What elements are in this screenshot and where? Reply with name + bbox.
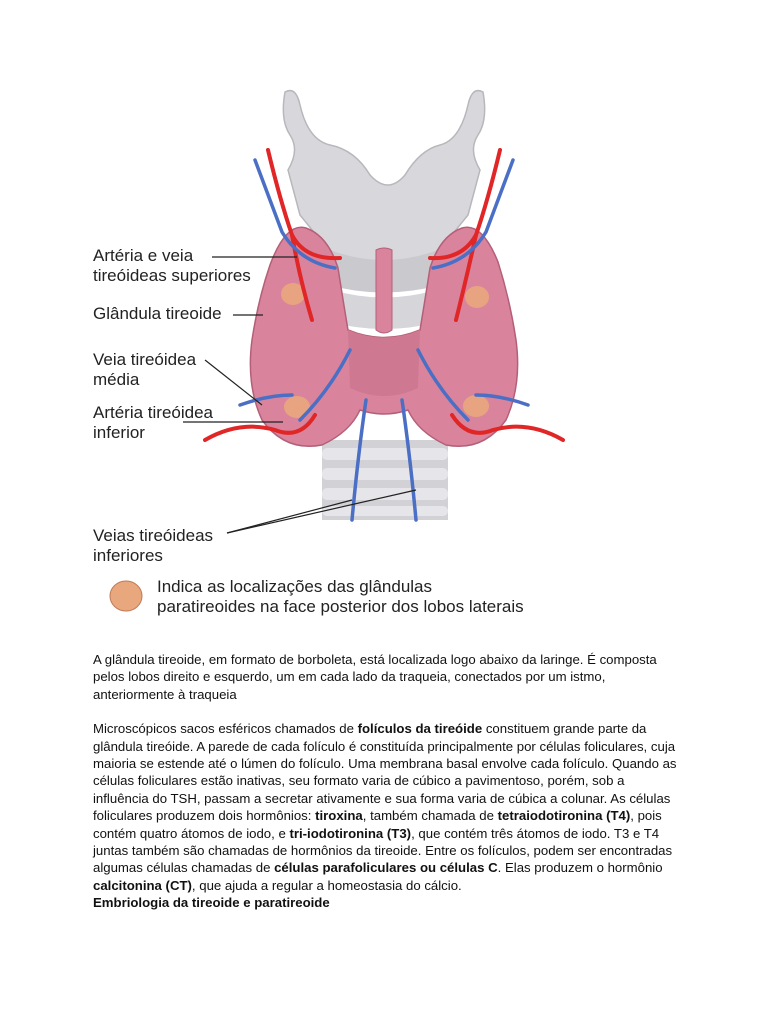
- body-text: [93, 651, 683, 912]
- legend-line: Indica as localizações das glândulas: [157, 577, 433, 596]
- label-line: Veia tireóidea: [93, 350, 197, 369]
- paragraph-follicles: [93, 720, 683, 894]
- label-line: inferiores: [93, 546, 163, 565]
- label-inferior-thyroid-artery: [93, 403, 213, 443]
- label-line: média: [93, 370, 140, 389]
- text-run: Microscópicos sacos esféricos chamados de: [93, 721, 358, 737]
- trachea: [322, 440, 448, 520]
- text-run: , que ajuda a regular a homeostasia do cálcio.: [191, 877, 462, 893]
- text-run: , pois contém quatro átomos de iodo, e: [93, 808, 662, 841]
- label-line: inferior: [93, 423, 145, 442]
- bold-term: tri-iodotironina (T3): [289, 825, 412, 841]
- label-inferior-thyroid-veins: [93, 526, 213, 566]
- text-run: constituem grande parte da glândula tireóide. A parede de cada folículo é constituída principalmente por células foliculares, cuja maioria se estende até o lúmen do folículo. Uma membrana basal envolve cada folículo. Quando as células foliculares estão inativas, seu formato varia de cúbico a pavimentoso, porém, sob a influência do TSH, passam a secretar ativamente e sua forma varia de cúbica a colunar. As células foliculares produzem dois hormônios:: [93, 721, 677, 824]
- text-run: , que contém três átomos de iodo. T3 e T4 juntas também são chamadas de hormônios da tireoide. Entre os folículos, podem ser encontradas algumas células chamadas de: [93, 825, 673, 876]
- text-run: . Elas produzem o hormônio: [497, 860, 663, 876]
- label-line: Glândula tireoide: [93, 304, 222, 323]
- legend-parathyroid-marker: [110, 581, 142, 611]
- bold-term: tiroxina: [315, 808, 363, 824]
- label-line: Artéria e veia: [93, 246, 194, 265]
- label-thyroid-gland: [93, 304, 222, 324]
- label-line: tireóideas superiores: [93, 266, 251, 285]
- section-heading: Embriologia da tireoide e paratireoide: [93, 895, 330, 911]
- label-middle-thyroid-vein: [93, 350, 196, 390]
- bold-term: folículos da tireóide: [357, 721, 483, 737]
- label-line: Veias tireóideas: [93, 526, 214, 545]
- bold-term: células parafoliculares ou células C: [274, 860, 498, 876]
- bold-term: calcitonina (CT): [93, 877, 192, 893]
- text-run: , também chamada de: [362, 808, 498, 824]
- bold-term: tetraiodotironina (T4): [497, 808, 631, 824]
- paragraph-intro: A glândula tireoide, em formato de borboleta, está localizada logo abaixo da laringe. É composta pelos lobos direito e esquerdo, um em cada lado da traqueia, conectados por um istmo, anteriormente à traqueia: [93, 652, 657, 702]
- label-line: Artéria tireóidea: [93, 403, 214, 422]
- label-superior-thyroid-vessels: [93, 246, 251, 286]
- legend-line: paratireoides na face posterior dos lobos laterais: [157, 597, 524, 616]
- legend-text: [157, 577, 524, 617]
